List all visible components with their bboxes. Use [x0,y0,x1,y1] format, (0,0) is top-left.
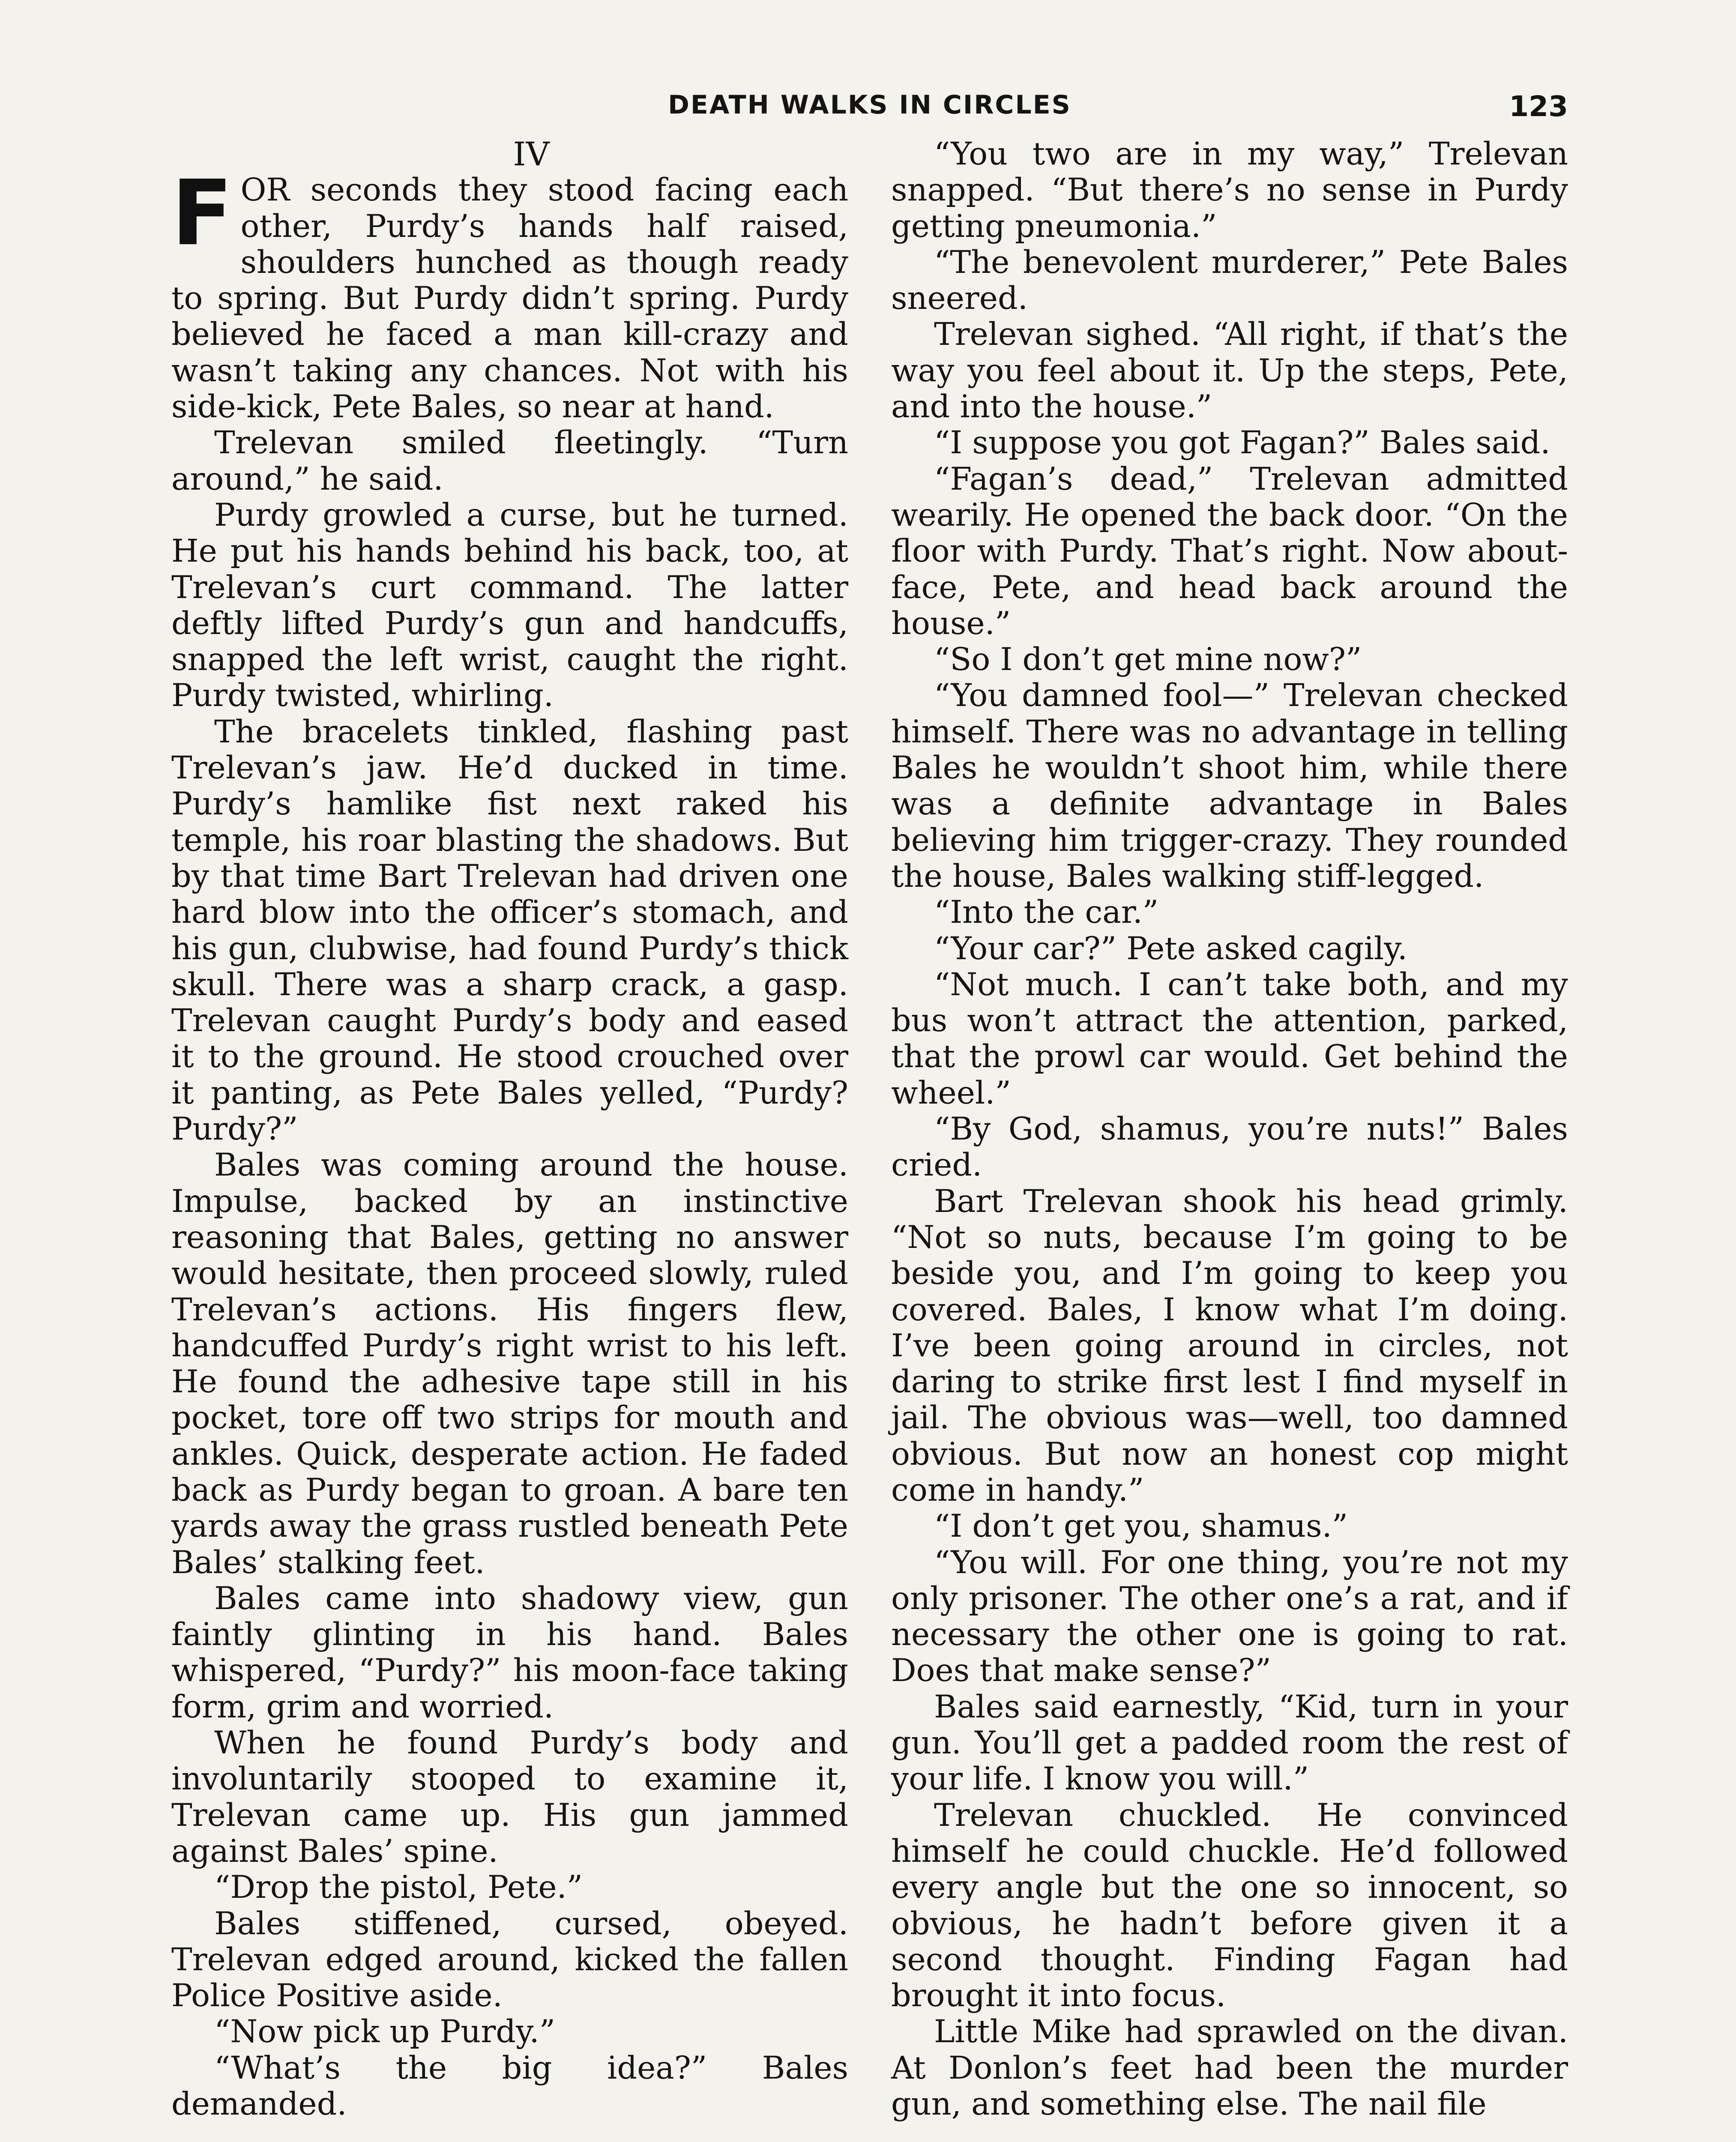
paragraph: “I don’t get you, shamus.” [934,1508,1348,1545]
paragraph: Trelevan sighed. “All right, if that’s the way you feel about it. Up the steps, Pete, and into the house.” [891,316,1568,425]
paragraph: “The benevolent murderer,” Pete Bales sneered. [891,244,1568,317]
paragraph: FOR seconds they stood facing each other, Purdy’s hands half raised, shoulders hunched as though ready to spring. But Purdy didn’t spring. Purdy believed he faced a man kill-crazy and wasn’t taking any chances. Not with his side-kick, Pete Bales, so near at hand. [171,161,848,425]
paragraph: Trelevan smiled fleetingly. “Turn around,” he said. [171,425,848,497]
paragraph: “You damned fool—” Trelevan checked himself. There was no advantage in telling Bales he wouldn’t shoot him, while there was a definite advantage in Bales believing him trigger-crazy. They rounded the house, Bales walking stiff-legged. [891,677,1568,894]
section-number: IV [513,135,550,173]
paragraph: “Into the car.” [934,894,1159,931]
left-column [171,136,848,2122]
right-column [891,136,1568,2122]
paragraph: Bales stiffened, cursed, obeyed. Trelevan edged around, kicked the fallen Police Positive aside. [171,1905,848,2014]
paragraph: Bales was coming around the house. Impulse, backed by an instinctive reasoning that Bales, getting no answer would hesitate, then proceed slowly, ruled Trelevan’s actions. His fingers flew, handcuffed Purdy’s right wrist to his left. He found the adhesive tape still in his pocket, tore off two strips for mouth and ankles. Quick, desperate action. He faded back as Purdy began to groan. A bare ten yards away the grass rustled beneath Pete Bales’ stalking feet. [171,1147,848,1581]
paragraph: When he found Purdy’s body and involuntarily stooped to examine it, Trelevan came up. His gun jammed against Bales’ spine. [171,1725,848,1870]
paragraph: “By God, shamus, you’re nuts!” Bales cried. [891,1111,1568,1184]
running-header [171,90,1568,137]
paragraph: “I suppose you got Fagan?” Bales said. [934,425,1550,461]
page-number: 123 [1509,90,1568,123]
paragraph: “You will. For one thing, you’re not my only prisoner. The other one’s a rat, and if necessary the other one is going to rat. Does that make sense?” [891,1544,1568,1689]
paragraph: The bracelets tinkled, flashing past Trelevan’s jaw. He’d ducked in time. Purdy’s hamlike fist next raked his temple, his roar blasting the shadows. But by that time Bart Trelevan had driven one hard blow into the officer’s stomach, and his gun, clubwise, had found Purdy’s thick skull. There was a sharp crack, a gasp. Trelevan caught Purdy’s body and eased it to the ground. He stood crouched over it panting, as Pete Bales yelled, “Purdy? Purdy?” [171,713,848,1148]
paragraph: “So I don’t get mine now?” [934,641,1362,678]
paragraph: Bales came into shadowy view, gun faintly glinting in his hand. Bales whispered, “Purdy?” his moon-face taking form, grim and worried. [171,1580,848,1725]
paragraph: “Now pick up Purdy.” [214,2013,556,2050]
paragraph: “You two are in my way,” Trelevan snapped. “But there’s no sense in Purdy getting pneumonia.” [891,136,1568,245]
paragraph: “Your car?” Pete asked cagily. [934,930,1407,967]
paragraph: “Not much. I can’t take both, and my bus won’t attract the attention, parked, that the prowl car would. Get behind the wheel.” [891,966,1568,1111]
paragraph: Trelevan chuckled. He convinced himself he could chuckle. He’d followed every angle but the one so innocent, so obvious, he hadn’t before given it a second thought. Finding Fagan had brought it into focus. [891,1797,1568,2014]
running-title: DEATH WALKS IN CIRCLES [668,90,1072,120]
paragraph: Bales said earnestly, “Kid, turn in your gun. You’ll get a padded room the rest of your life. I know you will.” [891,1688,1568,1798]
paragraph: “What’s the big idea?” Bales demanded. [171,2049,848,2123]
paragraph: Little Mike had sprawled on the divan. At Donlon’s feet had been the murder gun, and something else. The nail file [891,2013,1568,2123]
paragraph: Purdy growled a curse, but he turned. He put his hands behind his back, too, at Trelevan’s curt command. The latter deftly lifted Purdy’s gun and handcuffs, snapped the left wrist, caught the right. Purdy twisted, whirling. [171,497,848,714]
drop-cap: F [171,161,233,266]
paragraph: “Drop the pistol, Pete.” [214,1869,583,1906]
paragraph: “Fagan’s dead,” Trelevan admitted wearily. He opened the back door. “On the floor with Purdy. That’s right. Now about-face, Pete, and head back around the house.” [891,461,1568,642]
paragraph: Bart Trelevan shook his head grimly. “Not so nuts, because I’m going to be beside you, and I’m going to keep you covered. Bales, I know what I’m doing. I’ve been going around in circles, not daring to strike first lest I find myself in jail. The obvious was—well, too damned obvious. But now an honest cop might come in handy.” [891,1183,1568,1508]
